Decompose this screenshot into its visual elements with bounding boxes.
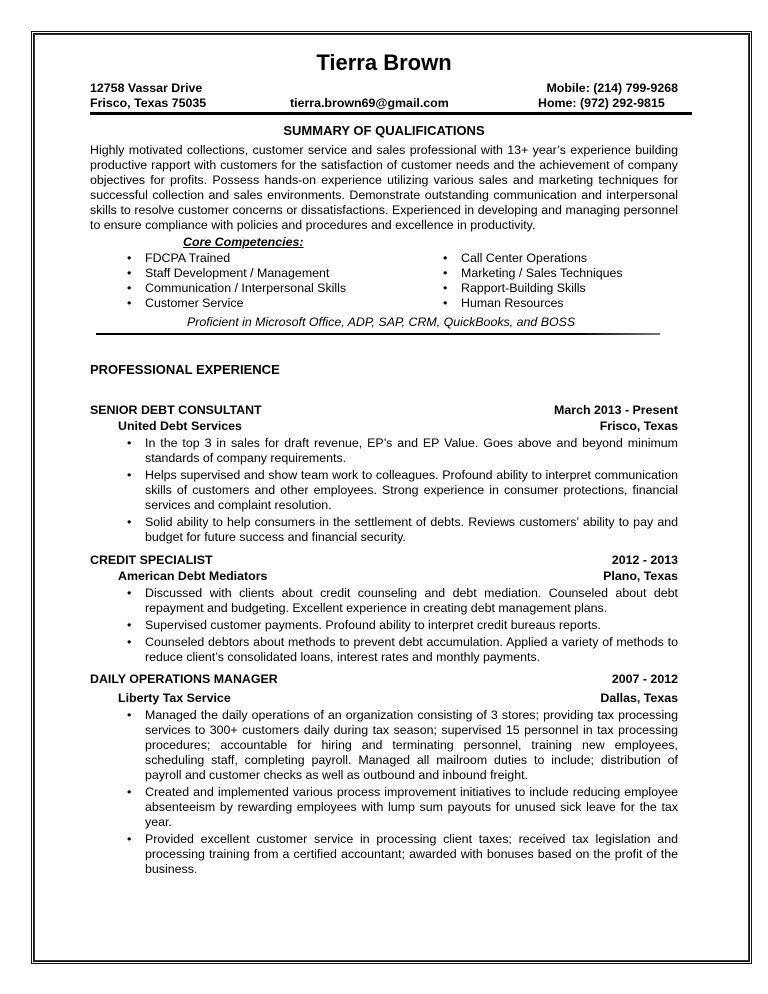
competency: • Rapport-Building Skills [443, 281, 623, 296]
job-title: CREDIT SPECIALIST [90, 553, 213, 567]
competency: • Marketing / Sales Techniques [443, 266, 623, 281]
job-entry [90, 671, 678, 879]
location: Frisco, Texas [599, 419, 678, 433]
address [90, 81, 206, 111]
competency: • Communication / Interpersonal Skills [127, 281, 346, 296]
competency: • Customer Service [127, 296, 346, 311]
summary-text: Highly motivated collections, customer service and sales professional with 13+ year’s experience building productive rapport with customers for the satisfaction of customer needs and the achievement of company objectives for profits. Possess hands-on experience utilizing various sales and marketing techniques for successful collection and sales environments. Demonstrate outstanding communication and interpersonal skills to resolve customer concerns or dissatisfactions. Experienced in developing and managing personnel to ensure compliance with policies and procedures and excellence in productivity. [90, 143, 678, 232]
job-dates: March 2013 - Present [554, 403, 678, 417]
address-line-1: 12758 Vassar Drive [90, 81, 203, 95]
company: American Debt Mediators [118, 569, 268, 583]
candidate-name: Tierra Brown [316, 50, 452, 75]
core-competencies-label: Core Competencies: [183, 235, 304, 249]
company: United Debt Services [118, 419, 242, 433]
job-bullet: • Managed the daily operations of an organization consisting of 3 stores; providing tax processing services to 300+ customers daily during tax season; supervised 15 personnel in tax processing procedures; accountable for hiring and terminating personnel, training new employees, scheduling staff, completing payroll. Managed all mailroom duties to include; distribution of payroll and customer checks as well as outbound and inbound freight. [90, 708, 678, 783]
home-phone: Home: (972) 292-9815 [538, 96, 665, 110]
job-bullet: • In the top 3 in sales for draft revenue, EP’s and EP Value. Goes above and beyond minimum standards of company requirements. [90, 436, 678, 466]
mobile-phone: Mobile: (214) 799-9268 [546, 81, 678, 95]
location: Plano, Texas [603, 569, 678, 583]
competencies-left [127, 251, 346, 311]
job-title: DAILY OPERATIONS MANAGER [90, 672, 278, 686]
job-dates: 2012 - 2013 [611, 553, 678, 567]
address-line-2: Frisco, Texas 75035 [90, 96, 207, 110]
job-bullet: • Created and implemented various process improvement initiatives to include reducing employee absenteeism by rewarding employees with lump sum payouts for unused sick leave for the tax year. [90, 785, 678, 830]
job-entry [90, 402, 678, 547]
competency: • FDCPA Trained [127, 251, 346, 266]
job-bullet: • Helps supervised and show team work to colleagues. Profound ability to interpret communication skills of customers and other employees. Strong experience in consumer protections, financial services and complaint resolution. [90, 468, 678, 513]
email: tierra.brown69@gmail.com [290, 96, 449, 110]
competency: • Staff Development / Management [127, 266, 346, 281]
job-bullet: • Solid ability to help consumers in the settlement of debts. Reviews customers’ ability to pay and budget for future success and financial security. [90, 515, 678, 545]
company: Liberty Tax Service [118, 691, 231, 705]
location: Dallas, Texas [600, 691, 678, 705]
job-bullet: • Counseled debtors about methods to prevent debt accumulation. Applied a variety of methods to reduce client’s consolidated loans, interest rates and monthly payments. [90, 635, 678, 665]
summary-divider [96, 333, 660, 335]
competency: • Human Resources [443, 296, 623, 311]
job-title: SENIOR DEBT CONSULTANT [90, 403, 262, 417]
competencies-right [443, 251, 623, 311]
competency: • Call Center Operations [443, 251, 623, 266]
job-dates: 2007 - 2012 [611, 672, 678, 686]
experience-heading: PROFESSIONAL EXPERIENCE [90, 362, 280, 377]
job-bullet: • Discussed with clients about credit counseling and debt mediation. Counseled about debt repayment and budgeting. Excellent experience in creating debt management plans. [90, 586, 678, 616]
summary-heading: SUMMARY OF QUALIFICATIONS [283, 123, 485, 138]
job-bullet: • Supervised customer payments. Profound ability to interpret credit bureaus reports. [90, 618, 678, 633]
proficiency-line: Proficient in Microsoft Office, ADP, SAP, CRM, QuickBooks, and BOSS [187, 315, 576, 329]
header-divider [90, 112, 692, 115]
job-entry [90, 552, 678, 667]
job-bullet: • Provided excellent customer service in processing client taxes; received tax legislation and processing training from a certified accountant; awarded with bonuses based on the profit of the business. [90, 832, 678, 877]
